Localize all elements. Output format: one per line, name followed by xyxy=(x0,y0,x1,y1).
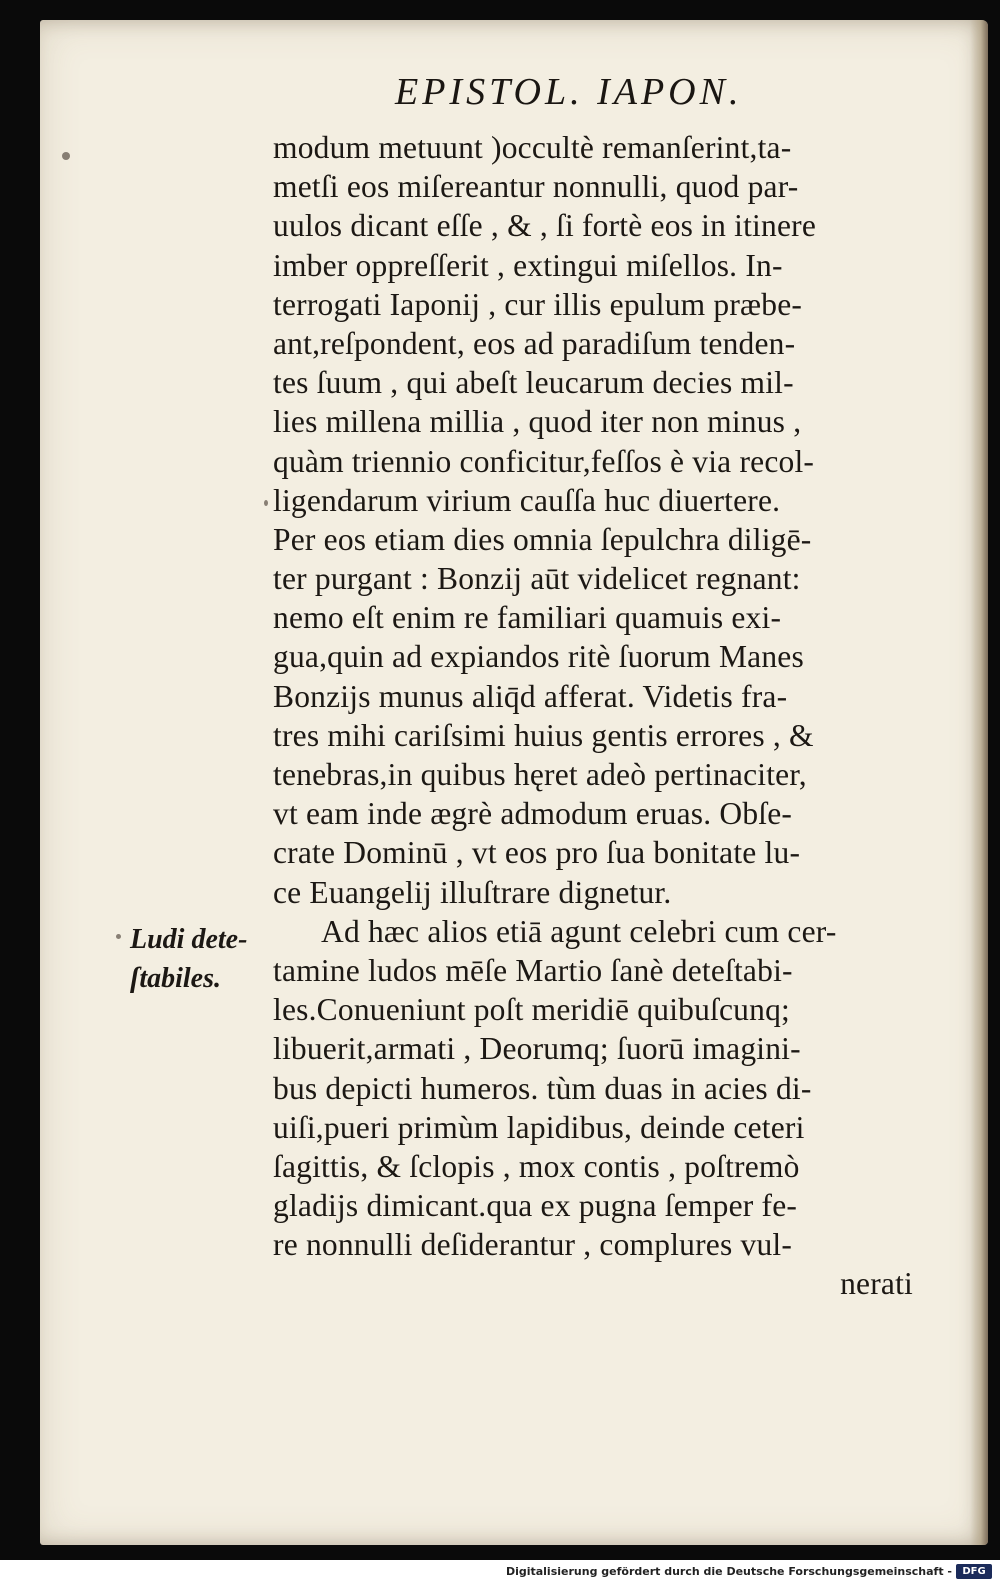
page-edge-shadow xyxy=(970,20,988,1545)
text-line: uiſi,pueri primùm lapidibus, deinde ceteri xyxy=(273,1109,805,1145)
text-line: les.Conueniunt poſt meridiē quibuſcunq; xyxy=(273,992,790,1028)
text-line: nemo eſt enim re familiari quamuis exi- xyxy=(273,600,782,636)
text-line: tes ſuum , qui abeſt leucarum decies mil- xyxy=(273,365,794,401)
text-line: gua,quin ad expiandos ritè ſuorum Manes xyxy=(273,639,804,675)
text-line: Bonzijs munus aliq̄d afferat. Videtis fra- xyxy=(273,678,788,714)
ink-speck xyxy=(264,500,268,506)
marginal-note: Ludi dete-ſtabiles. xyxy=(130,924,248,994)
text-line: ligendarum virium cauſſa huc diuertere. xyxy=(273,482,781,518)
ink-speck xyxy=(62,152,70,160)
text-line: imber oppreſſerit , extingui miſellos. In- xyxy=(273,247,783,283)
text-line: uulos dicant eſſe , & , ſi fortè eos in itinere xyxy=(273,208,817,244)
text-line: re nonnulli deſiderantur , complures vul- xyxy=(273,1227,793,1263)
dfg-logo: DFG xyxy=(956,1564,992,1579)
text-line: quàm triennio conficitur,feſſos è via recol- xyxy=(273,443,815,479)
text-line: libuerit,armati , Deorumq; ſuorū imagini- xyxy=(273,1031,801,1067)
text-line: bus depicti humeros. tùm duas in acies di- xyxy=(273,1070,812,1106)
funding-credit: Digitalisierung gefördert durch die Deutsche Forschungsgemeinschaft - xyxy=(505,1565,952,1578)
text-line: ce Euangelij illuſtrare dignetur. xyxy=(273,874,672,910)
text-line: crate Dominū , vt eos pro ſua bonitate lu- xyxy=(273,835,801,871)
text-line: lies millena millia , quod iter non minus , xyxy=(273,404,802,440)
text-line: tres mihi cariſsimi huius gentis errores , & xyxy=(273,717,814,753)
text-line: vt eam inde ægrè admodum eruas. Obſe- xyxy=(273,796,793,832)
text-line: tenebras,in quibus hęret adeò pertinaciter, xyxy=(273,757,807,792)
text-line: terrogati Iaponij , cur illis epulum præbe- xyxy=(273,286,803,322)
ink-speck xyxy=(116,934,121,939)
text-line: Per eos etiam dies omnia ſepulchra diligē- xyxy=(273,521,812,557)
text-line: ant,reſpondent, eos ad paradiſum tenden- xyxy=(273,325,796,361)
catchword: nerati xyxy=(840,1266,913,1302)
text-line: metſi eos miſereantur nonnulli, quod par- xyxy=(273,169,799,205)
text-line: ſagittis, & ſclopis , mox contis , poſtremò xyxy=(273,1148,800,1184)
paragraph-first-line: Ad hæc alios etiā agunt celebri cum cer- xyxy=(321,913,837,949)
text-line: modum metuunt )occultè remanſerint,ta- xyxy=(273,130,792,165)
footer-bar xyxy=(0,1560,1000,1583)
text-line: tamine ludos mēſe Martio ſanè deteſtabi- xyxy=(273,952,793,988)
text-line: ter purgant : Bonzij aūt videlicet regnant: xyxy=(273,561,801,597)
running-head: EPISTOL. IAPON. xyxy=(395,71,743,113)
text-line: gladijs dimicant.qua ex pugna ſemper fe- xyxy=(273,1188,798,1224)
main-text xyxy=(273,128,913,1304)
